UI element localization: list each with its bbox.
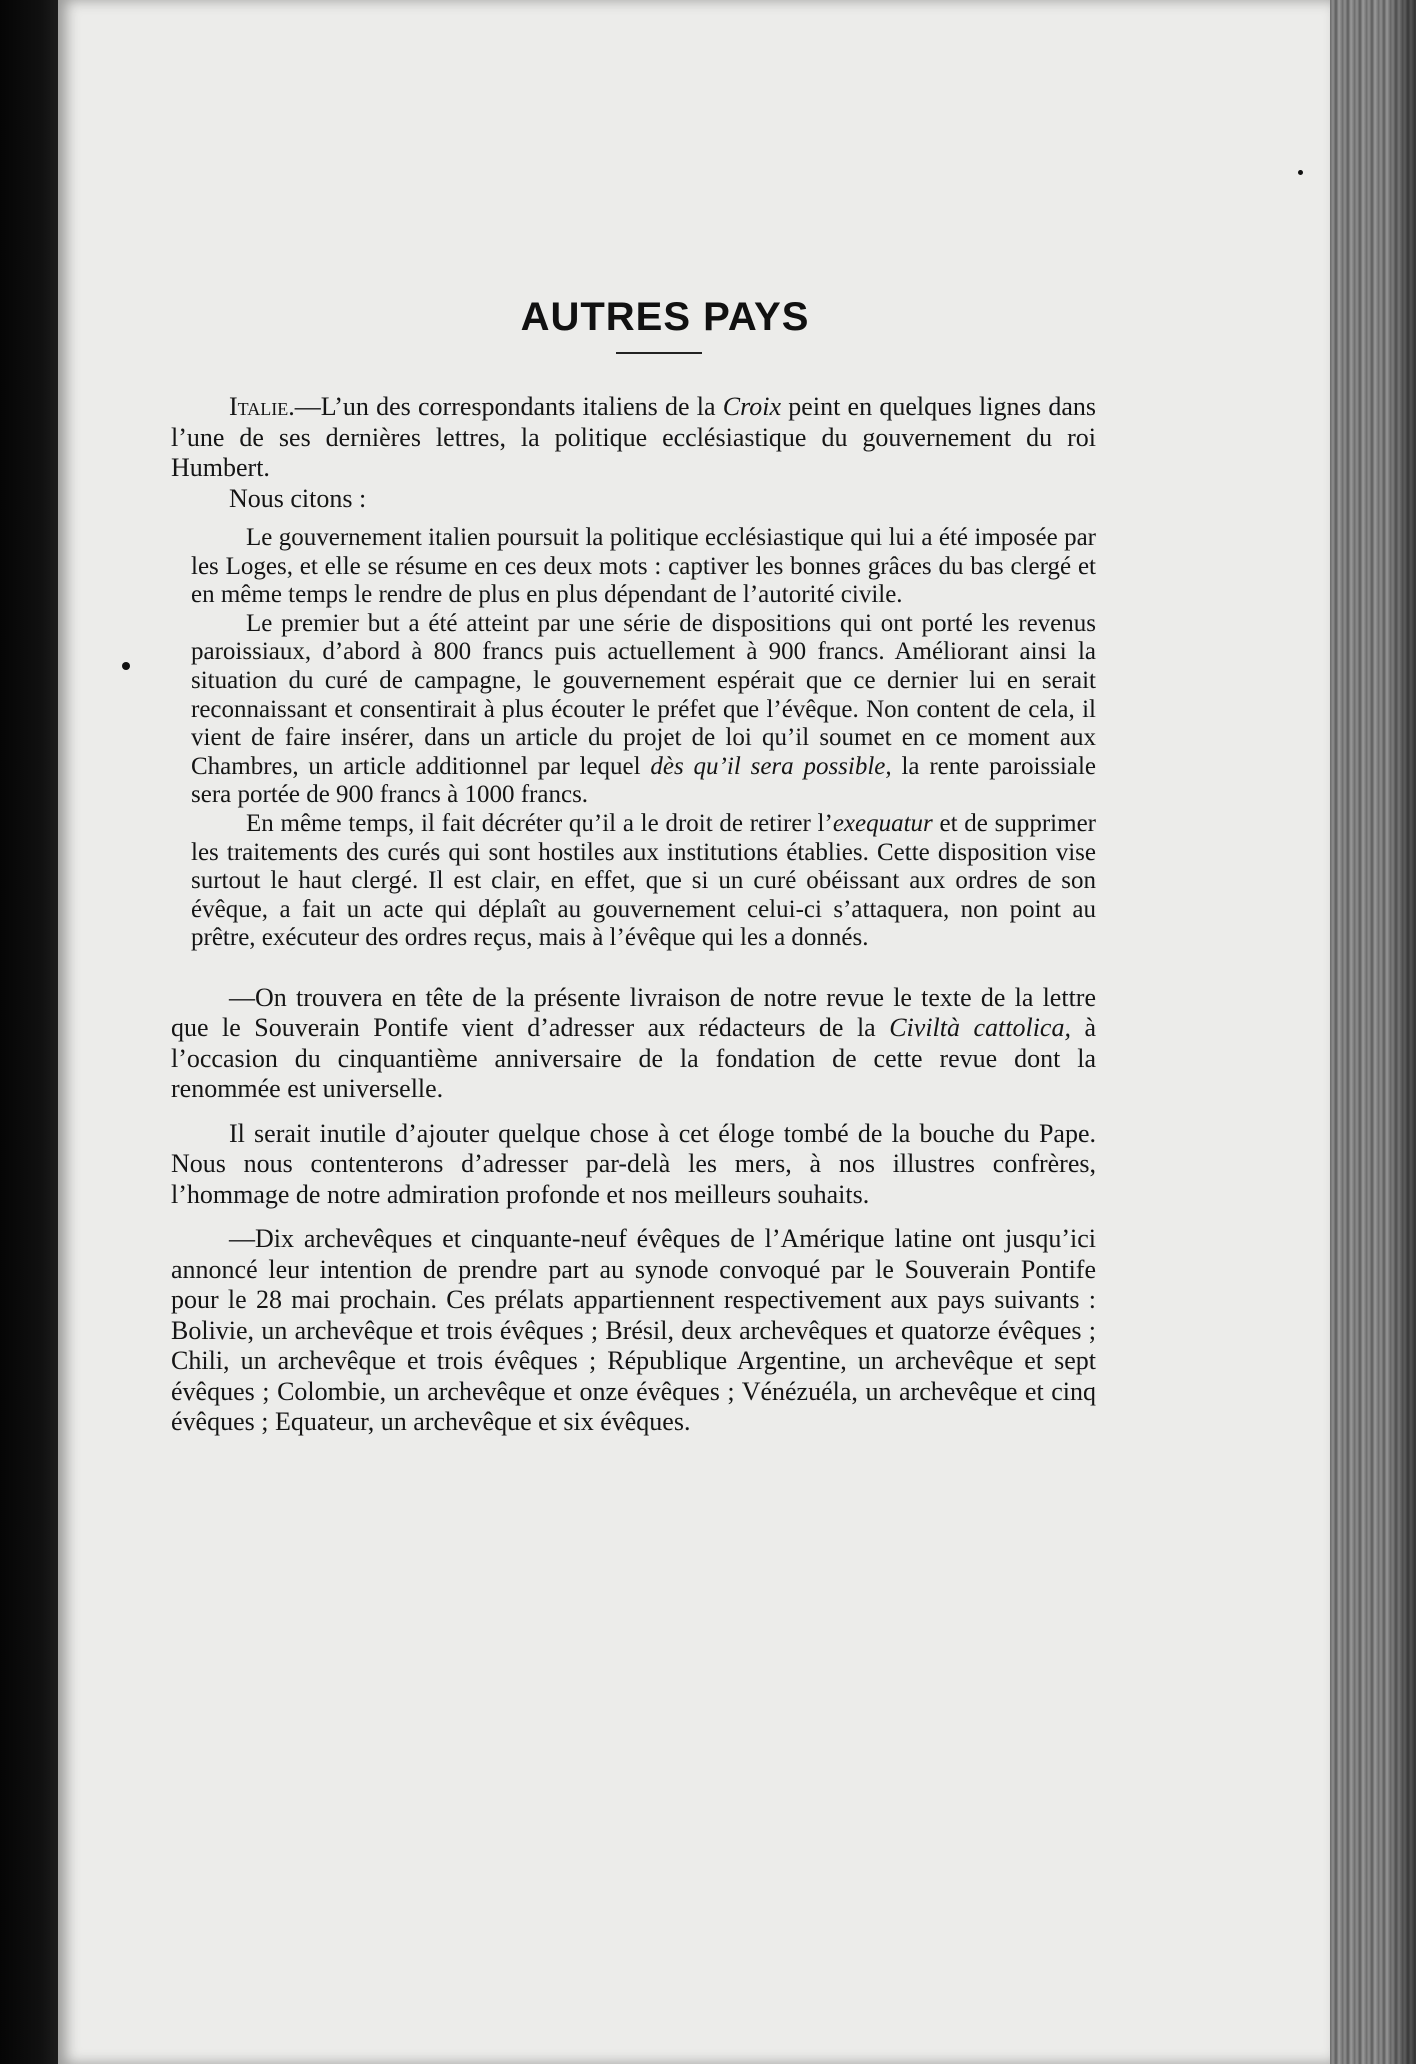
paragraph-text: peint en quelques lignes dans l’une de ses dernières lettres, la politique ecclésiastique du gouvernement du roi Humbert. bbox=[171, 392, 1097, 482]
paragraph-text: Le premier but a été atteint par une série de dispositions qui ont porté les revenus paroissiaux, d’abord à 800 francs puis actuellement à 900 francs. Améliorant ainsi la situation du curé de campagne, le gouvernement espérait que ce dernier lui en serait reconnaissant et consentirait à plus écouter le préfet que l’évêque. Non content de cela, il vient de faire insérer, dans un article du projet de loi qu’il soumet en ce moment aux Chambres, un article additionnel par lequel bbox=[191, 609, 1096, 780]
paragraph-gap bbox=[171, 1210, 1096, 1224]
paragraph-text: et de supprimer les traitements des curés qui sont hostiles aux institutions établies. Cette disposition vise surtout le haut clergé. Il est clair, en effet, que si un curé obéissant aux ordres de son évêque, a fait un acte qui déplaît au gouvernement celui-ci s’attaquera, non point au prêtre, exécuteur des ordres reçus, mais à l’évêque qui les a donnés. bbox=[191, 809, 1096, 952]
paragraph-text: à l’occasion du cinquantième anniversaire de la fondation de cette revue dont la renommée est universelle. bbox=[171, 1013, 1096, 1104]
paragraph-eloge: Il serait inutile d’ajouter quelque chose à cet éloge tombé de la bouche du Pape. Nous nous contenterons d’adresser par-delà les mers, à nos illustres confrères, l’hommage de notre admiration profonde et nos meilleurs souhaits. bbox=[171, 1118, 1096, 1209]
paragraph-nous-citons: Nous citons : bbox=[229, 483, 367, 513]
quote-paragraph bbox=[171, 610, 1096, 810]
article-body bbox=[171, 392, 1096, 1438]
quote-paragraph bbox=[171, 810, 1096, 953]
emphasis-text: Croix bbox=[722, 392, 782, 421]
paragraph-gap bbox=[171, 953, 1096, 983]
paragraph-synode: —Dix archevêques et cinquante-neuf évêques de l’Amérique latine ont jusqu’ici annoncé leur intention de prendre part au synode convoqué par le Souverain Pontife pour le 28 mai prochain. Ces prélats appartiennent respectivement aux pays suivants : Bolivie, un archevêque et trois évêques ; Brésil, deux archevêques et quatorze évêques ; Chili, un archevêque et trois évêques ; République Argentine, un archevêque et sept évêques ; Colombie, un archevêque et onze évêques ; Vénézuéla, un archevêque et cinq évêques ; Equateur, un archevêque et six évêques. bbox=[171, 1224, 1096, 1437]
emphasis-text: dès qu’il sera possible, bbox=[650, 752, 892, 780]
paragraph-text: —L’un des correspondants italiens de la bbox=[294, 392, 723, 421]
ink-speck bbox=[1298, 170, 1303, 175]
emphasis-text: exequatur bbox=[832, 809, 933, 837]
paragraph-gap bbox=[171, 1105, 1096, 1119]
quoted-passage bbox=[171, 524, 1096, 953]
paragraph-text: la rente paroissiale sera portée de 900 francs à 1000 francs. bbox=[191, 752, 1097, 809]
paragraph-italie bbox=[171, 392, 1096, 484]
ink-speck bbox=[122, 662, 130, 670]
country-label: Italie. bbox=[229, 392, 295, 421]
paragraph-text: En même temps, il fait décréter qu’il a le droit de retirer l’ bbox=[246, 809, 833, 837]
heading-rule bbox=[616, 352, 702, 354]
quote-paragraph: Le gouvernement italien poursuit la politique ecclésiastique qui lui a été imposée par les Loges, et elle se résume en ces deux mots : captiver les bonnes grâces du bas clergé et en même temps le rendre de plus en plus dépendant de l’autorité civile. bbox=[191, 524, 1096, 609]
paragraph-text: —On trouvera en tête de la présente livraison de notre revue le texte de la lettre que le Souverain Pontife vient d’adresser aux rédacteurs de la bbox=[171, 982, 1096, 1043]
emphasis-text: Civiltà cattolica, bbox=[889, 1013, 1071, 1043]
page-edges bbox=[1330, 0, 1416, 2064]
section-heading: AUTRES PAYS bbox=[520, 294, 810, 339]
paragraph-civilta bbox=[171, 983, 1096, 1105]
